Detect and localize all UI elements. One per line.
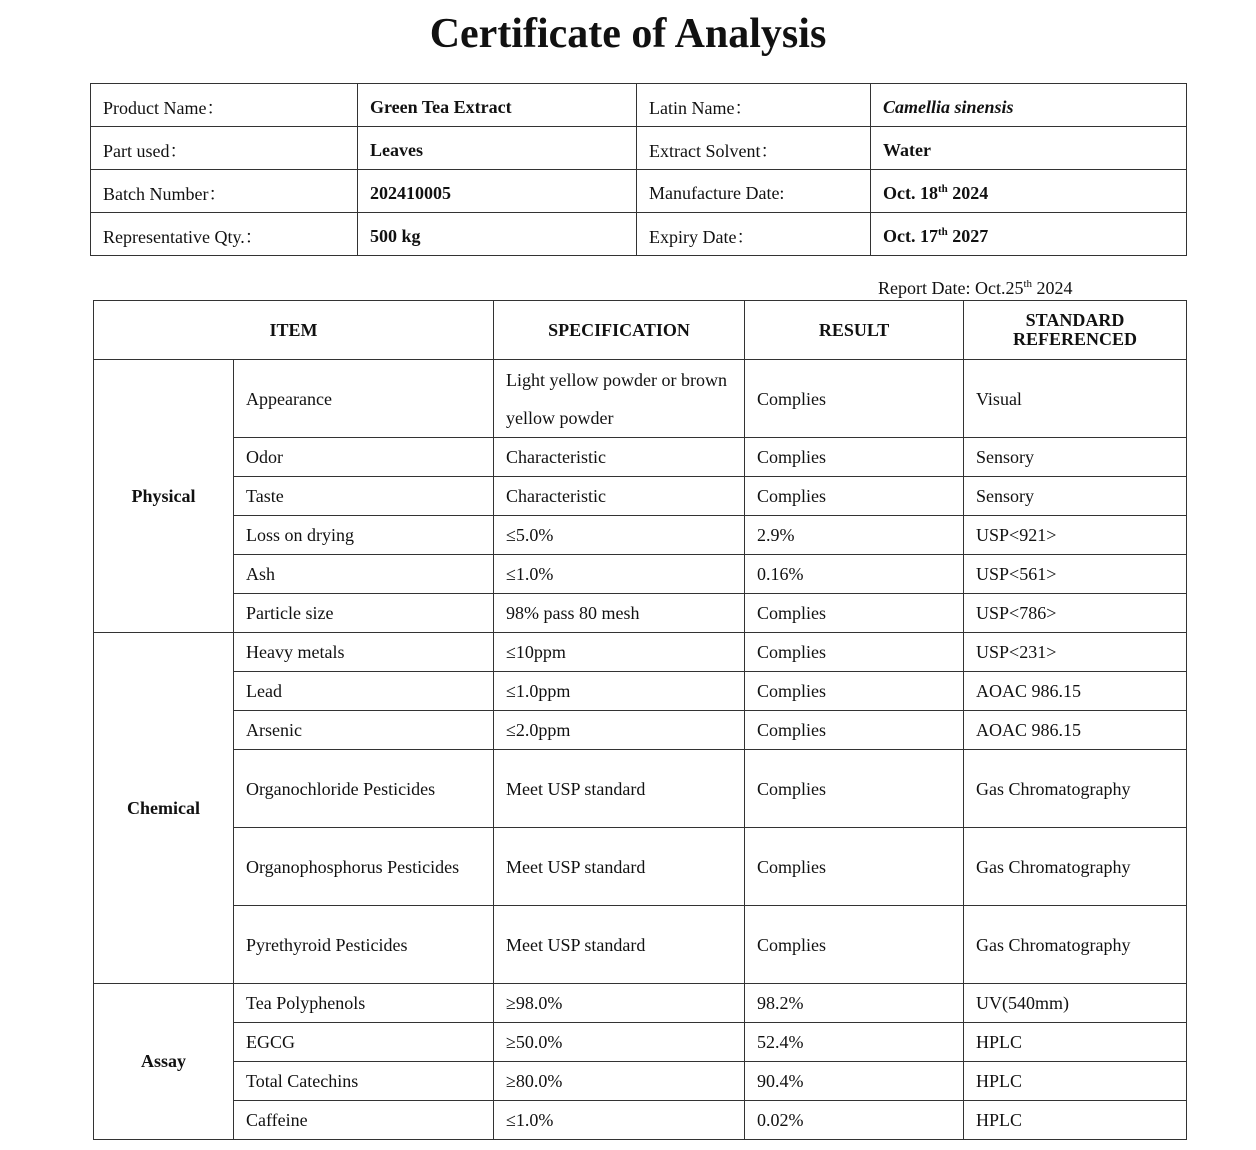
info-row — [91, 127, 1187, 170]
info-label: Representative Qty.： — [91, 213, 358, 256]
table-row — [94, 1023, 1187, 1062]
specification: 98% pass 80 mesh — [494, 594, 745, 633]
analysis-table — [93, 300, 1187, 1140]
result: 0.16% — [745, 555, 964, 594]
result: Complies — [745, 360, 964, 438]
specification: ≤1.0ppm — [494, 672, 745, 711]
info-date: Oct. 17th 2027 — [871, 213, 1187, 256]
result: Complies — [745, 750, 964, 828]
info-label: Expiry Date： — [637, 213, 871, 256]
specification: Characteristic — [494, 438, 745, 477]
table-row — [94, 1101, 1187, 1140]
standard-referenced: Visual — [964, 360, 1187, 438]
specification: ≤1.0% — [494, 555, 745, 594]
item-name: Lead — [234, 672, 494, 711]
standard-referenced: HPLC — [964, 1023, 1187, 1062]
info-label: Part used： — [91, 127, 358, 170]
standard-referenced: UV(540mm) — [964, 984, 1187, 1023]
specification: ≤1.0% — [494, 1101, 745, 1140]
result: Complies — [745, 594, 964, 633]
table-row — [94, 711, 1187, 750]
item-name: Heavy metals — [234, 633, 494, 672]
specification: ≥80.0% — [494, 1062, 745, 1101]
category-label: Assay — [94, 984, 234, 1140]
item-name: Total Catechins — [234, 1062, 494, 1101]
table-row — [94, 1062, 1187, 1101]
item-name: Loss on drying — [234, 516, 494, 555]
info-value: Leaves — [358, 127, 637, 170]
item-name: Organophosphorus Pesticides — [234, 828, 494, 906]
info-date: Oct. 18th 2024 — [871, 170, 1187, 213]
specification: Meet USP standard — [494, 828, 745, 906]
header-result: RESULT — [745, 301, 964, 360]
info-row — [91, 213, 1187, 256]
item-name: EGCG — [234, 1023, 494, 1062]
table-row — [94, 828, 1187, 906]
header-standard: STANDARD REFERENCED — [964, 301, 1187, 360]
specification: ≤10ppm — [494, 633, 745, 672]
result: Complies — [745, 906, 964, 984]
info-label: Product Name： — [91, 84, 358, 127]
specification: ≥50.0% — [494, 1023, 745, 1062]
standard-referenced: Gas Chromatography — [964, 828, 1187, 906]
table-row — [94, 516, 1187, 555]
info-row — [91, 84, 1187, 127]
table-row — [94, 633, 1187, 672]
item-name: Taste — [234, 477, 494, 516]
result: 0.02% — [745, 1101, 964, 1140]
standard-referenced: USP<921> — [964, 516, 1187, 555]
category-label: Physical — [94, 360, 234, 633]
table-row — [94, 594, 1187, 633]
header-item: ITEM — [94, 301, 494, 360]
standard-referenced: Gas Chromatography — [964, 906, 1187, 984]
info-value: 500 kg — [358, 213, 637, 256]
page-title: Certificate of Analysis — [429, 11, 827, 57]
item-name: Arsenic — [234, 711, 494, 750]
specification: Meet USP standard — [494, 906, 745, 984]
specification: Meet USP standard — [494, 750, 745, 828]
standard-referenced: AOAC 986.15 — [964, 672, 1187, 711]
info-value: Green Tea Extract — [358, 84, 637, 127]
standard-referenced: Gas Chromatography — [964, 750, 1187, 828]
item-name: Tea Polyphenols — [234, 984, 494, 1023]
item-name: Pyrethyroid Pesticides — [234, 906, 494, 984]
standard-referenced: Sensory — [964, 438, 1187, 477]
result: Complies — [745, 438, 964, 477]
item-name: Particle size — [234, 594, 494, 633]
specification: Characteristic — [494, 477, 745, 516]
result: Complies — [745, 477, 964, 516]
table-row — [94, 555, 1187, 594]
result: 2.9% — [745, 516, 964, 555]
table-row — [94, 477, 1187, 516]
standard-referenced: Sensory — [964, 477, 1187, 516]
specification: Light yellow powder or brown yellow powder — [494, 360, 745, 438]
item-name: Odor — [234, 438, 494, 477]
category-label: Chemical — [94, 633, 234, 984]
info-value: Water — [871, 127, 1187, 170]
standard-referenced: USP<786> — [964, 594, 1187, 633]
result: Complies — [745, 633, 964, 672]
info-label: Batch Number： — [91, 170, 358, 213]
table-row — [94, 672, 1187, 711]
info-label: Extract Solvent： — [637, 127, 871, 170]
info-label: Manufacture Date: — [637, 170, 871, 213]
item-name: Ash — [234, 555, 494, 594]
specification: ≤2.0ppm — [494, 711, 745, 750]
item-name: Appearance — [234, 360, 494, 438]
specification: ≥98.0% — [494, 984, 745, 1023]
result: 52.4% — [745, 1023, 964, 1062]
result: 90.4% — [745, 1062, 964, 1101]
table-row — [94, 984, 1187, 1023]
standard-referenced: HPLC — [964, 1101, 1187, 1140]
table-row — [94, 906, 1187, 984]
specification: ≤5.0% — [494, 516, 745, 555]
table-row — [94, 360, 1187, 438]
result: Complies — [745, 711, 964, 750]
standard-referenced: HPLC — [964, 1062, 1187, 1101]
result: 98.2% — [745, 984, 964, 1023]
table-row — [94, 438, 1187, 477]
standard-referenced: USP<231> — [964, 633, 1187, 672]
info-value: Camellia sinensis — [871, 84, 1187, 127]
standard-referenced: AOAC 986.15 — [964, 711, 1187, 750]
info-value: 202410005 — [358, 170, 637, 213]
info-row — [91, 170, 1187, 213]
report-date: Report Date: Oct.25th 2024 — [878, 278, 1073, 298]
product-info-table — [90, 83, 1187, 256]
table-row — [94, 750, 1187, 828]
header-specification: SPECIFICATION — [494, 301, 745, 360]
info-label: Latin Name： — [637, 84, 871, 127]
header-row — [94, 301, 1187, 360]
standard-referenced: USP<561> — [964, 555, 1187, 594]
result: Complies — [745, 828, 964, 906]
item-name: Organochloride Pesticides — [234, 750, 494, 828]
item-name: Caffeine — [234, 1101, 494, 1140]
result: Complies — [745, 672, 964, 711]
